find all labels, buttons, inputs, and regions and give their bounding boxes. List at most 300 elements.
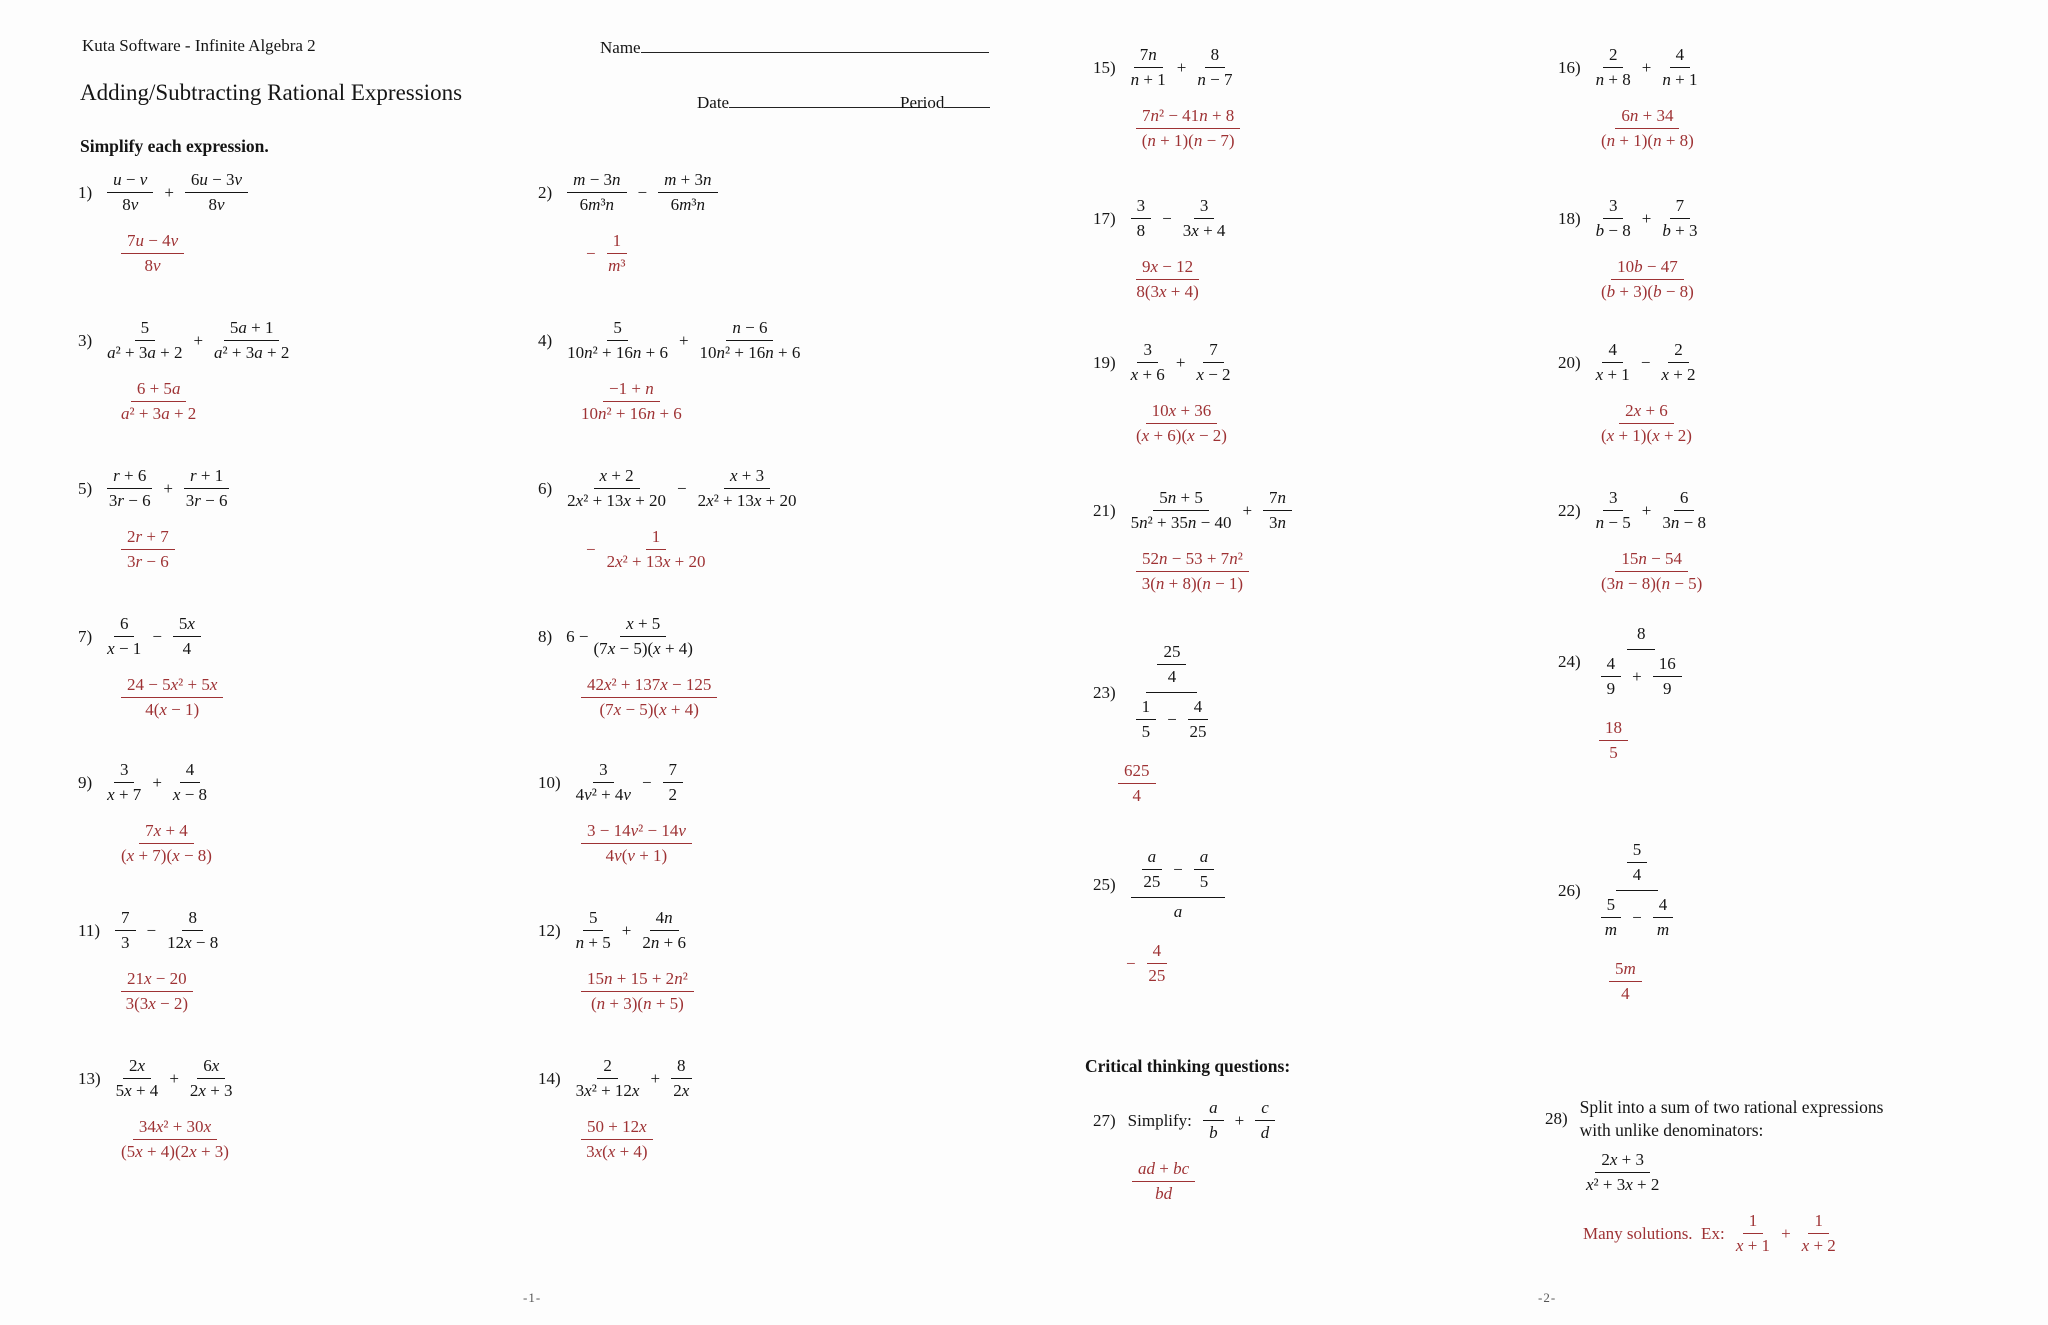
fraction-denominator: b − 8 bbox=[1595, 221, 1631, 240]
fraction-denominator: (3n − 8)(n − 5) bbox=[1601, 574, 1703, 593]
fraction-denominator: 3 bbox=[121, 933, 130, 952]
fraction-numerator: 3 bbox=[1137, 340, 1158, 363]
operator: − bbox=[641, 772, 652, 792]
fraction bbox=[576, 908, 611, 953]
fraction-denominator: (n + 3)(n + 5) bbox=[590, 994, 684, 1013]
problem-13-answer bbox=[118, 1117, 236, 1162]
fraction bbox=[121, 527, 175, 572]
fraction bbox=[1661, 340, 1695, 385]
fraction bbox=[173, 614, 201, 659]
fraction-denominator: m bbox=[1656, 920, 1670, 939]
fraction-denominator: 3x + 4 bbox=[1182, 221, 1226, 240]
fraction bbox=[1118, 761, 1156, 806]
problem-26 bbox=[1558, 838, 1681, 1004]
fraction-denominator bbox=[1596, 650, 1687, 702]
fraction bbox=[1662, 196, 1697, 241]
problem-3-answer bbox=[118, 379, 292, 424]
fraction-denominator: 5n² + 35n − 40 bbox=[1130, 513, 1232, 532]
fraction bbox=[1601, 549, 1702, 594]
prompt-line: with unlike denominators: bbox=[1579, 1120, 1764, 1141]
problem-8-number: 8) bbox=[538, 626, 553, 646]
operator: − bbox=[677, 478, 687, 498]
fraction-numerator: 3 bbox=[114, 760, 135, 783]
fraction-numerator: 3 bbox=[1603, 196, 1624, 219]
problem-7-answer bbox=[118, 675, 226, 720]
fraction-numerator: c bbox=[1255, 1098, 1275, 1121]
fraction-numerator bbox=[1131, 845, 1226, 898]
fraction-numerator: a bbox=[1142, 847, 1163, 870]
fraction-denominator: 4v(v + 1) bbox=[605, 846, 668, 865]
fraction-numerator: x + 3 bbox=[724, 466, 770, 489]
fraction bbox=[576, 1056, 640, 1101]
operator: + bbox=[1641, 208, 1652, 228]
fraction bbox=[581, 969, 694, 1014]
operator: + bbox=[1641, 500, 1652, 520]
fraction-denominator: 8 bbox=[1136, 221, 1146, 240]
fraction-denominator: m bbox=[1604, 920, 1618, 939]
problem-3-number: 3) bbox=[78, 330, 93, 350]
problem-9-number: 9) bbox=[78, 772, 93, 792]
problem-9-answer bbox=[118, 821, 215, 866]
fraction-denominator: 8v bbox=[144, 256, 161, 275]
fraction bbox=[1596, 622, 1687, 702]
prompt-line: Split into a sum of two rational expressions bbox=[1579, 1097, 1884, 1117]
fraction-denominator: (x + 7)(x − 8) bbox=[121, 846, 212, 865]
fraction-denominator bbox=[1596, 891, 1679, 943]
fraction-numerator: 15n − 54 bbox=[1615, 549, 1688, 572]
fraction bbox=[1662, 488, 1706, 533]
period-field bbox=[900, 93, 990, 113]
fraction-numerator: 9x − 12 bbox=[1136, 257, 1199, 280]
fraction bbox=[576, 760, 631, 805]
fraction-denominator: 8v bbox=[122, 195, 139, 214]
fraction bbox=[581, 379, 682, 424]
fraction bbox=[698, 466, 797, 511]
fraction-denominator: (x + 1)(x + 2) bbox=[1601, 426, 1692, 445]
fraction-numerator: 7u − 4v bbox=[121, 231, 184, 254]
problem-14-expression bbox=[538, 1056, 695, 1101]
fraction-numerator: 7 bbox=[663, 760, 684, 783]
fraction-numerator: 6n + 34 bbox=[1615, 106, 1679, 129]
operator: + bbox=[1234, 1110, 1245, 1130]
problem-28-expression bbox=[1545, 1096, 1883, 1142]
fraction-denominator: x + 1 bbox=[1735, 1236, 1771, 1256]
problem-14 bbox=[538, 1056, 695, 1162]
fraction bbox=[1132, 1159, 1195, 1204]
fraction bbox=[567, 318, 668, 363]
problem-4-answer bbox=[578, 379, 803, 424]
fraction bbox=[1136, 401, 1227, 446]
operator: + bbox=[1175, 352, 1186, 372]
fraction-denominator: x² + 3x + 2 bbox=[1586, 1175, 1660, 1195]
fraction bbox=[107, 760, 141, 805]
operator: − bbox=[1640, 352, 1651, 372]
text-label: Many solutions. Ex: bbox=[1583, 1223, 1729, 1243]
fraction-denominator: 9 bbox=[1606, 679, 1616, 698]
fraction-denominator: n − 7 bbox=[1197, 70, 1233, 89]
problem-28-prompt bbox=[1580, 1096, 1884, 1142]
fraction bbox=[116, 1056, 159, 1101]
fraction-denominator: n + 5 bbox=[575, 933, 611, 952]
fraction-denominator: 5x + 4 bbox=[115, 1081, 159, 1100]
page-1-number: -1- bbox=[523, 1290, 542, 1305]
problem-21-number: 21) bbox=[1093, 500, 1116, 520]
fraction-numerator: ad + bc bbox=[1132, 1159, 1195, 1182]
fraction bbox=[1183, 196, 1226, 241]
fraction-numerator: 2x + 3 bbox=[1595, 1150, 1650, 1173]
fraction-numerator: 4 bbox=[1602, 340, 1623, 363]
fraction-denominator: 4 bbox=[1132, 786, 1141, 805]
problem-19-expression bbox=[1093, 340, 1234, 385]
fraction-numerator: 5 bbox=[1601, 895, 1622, 918]
fraction-denominator: 2n + 6 bbox=[642, 933, 686, 952]
fraction-numerator: r + 6 bbox=[107, 466, 152, 489]
fraction-denominator: 2 bbox=[668, 785, 678, 804]
worksheet-header: Kuta Software - Infinite Algebra 2 bbox=[82, 36, 316, 55]
fraction-numerator: u − v bbox=[107, 170, 153, 193]
problem-24-number: 24) bbox=[1558, 652, 1581, 671]
fraction-numerator: a bbox=[1194, 847, 1215, 870]
fraction-denominator: 5 bbox=[1199, 872, 1209, 891]
problem-17-answer bbox=[1133, 257, 1228, 302]
fraction-numerator: 50 + 12x bbox=[581, 1117, 653, 1140]
fraction bbox=[1662, 45, 1697, 90]
fraction-numerator: a bbox=[1203, 1098, 1224, 1121]
fraction-denominator: (7x − 5)(x + 4) bbox=[593, 639, 693, 658]
problem-8-answer bbox=[578, 675, 720, 720]
problem-12-expression bbox=[538, 908, 697, 953]
problem-19 bbox=[1093, 340, 1234, 446]
fraction-numerator: 4 bbox=[1670, 45, 1691, 68]
fraction-denominator: n + 8 bbox=[1595, 70, 1631, 89]
fraction bbox=[1609, 959, 1642, 1004]
problem-12-number: 12) bbox=[538, 920, 561, 940]
problem-24-answer bbox=[1596, 718, 1690, 763]
problem-11-expression bbox=[78, 908, 221, 953]
problem-21-expression bbox=[1093, 488, 1295, 533]
problem-23-number: 23) bbox=[1093, 682, 1116, 702]
fraction-denominator: 8(3x + 4) bbox=[1136, 282, 1199, 301]
problem-20-expression bbox=[1558, 340, 1699, 385]
operator: − bbox=[586, 539, 596, 559]
problem-3-expression bbox=[78, 318, 292, 363]
fraction bbox=[663, 760, 684, 805]
fraction-numerator: 5x bbox=[173, 614, 201, 637]
fraction bbox=[1596, 340, 1630, 385]
problem-24-expression bbox=[1558, 622, 1690, 702]
fraction-denominator: 6m³n bbox=[670, 195, 706, 214]
fraction bbox=[1197, 45, 1232, 90]
fraction-numerator: 7 bbox=[1203, 340, 1224, 363]
fraction-numerator: 6x bbox=[197, 1056, 225, 1079]
fraction-numerator: m + 3n bbox=[658, 170, 717, 193]
fraction-denominator: 3x(x + 4) bbox=[586, 1142, 648, 1161]
fraction bbox=[1131, 845, 1226, 925]
fraction bbox=[107, 170, 153, 215]
problem-11 bbox=[78, 908, 221, 1014]
operator: + bbox=[621, 920, 632, 940]
fraction-numerator: 18 bbox=[1599, 718, 1628, 741]
problem-14-answer bbox=[578, 1117, 695, 1162]
fraction bbox=[190, 1056, 233, 1101]
period-blank-line bbox=[944, 94, 990, 108]
fraction-numerator: r + 1 bbox=[184, 466, 229, 489]
fraction-denominator: (x + 6)(x − 2) bbox=[1136, 426, 1227, 445]
problem-11-answer bbox=[118, 969, 221, 1014]
problem-16-number: 16) bbox=[1558, 57, 1581, 77]
operator: + bbox=[1632, 666, 1642, 686]
math-text: 8 bbox=[1636, 624, 1646, 643]
problem-4-expression bbox=[538, 318, 803, 363]
fraction bbox=[1263, 488, 1292, 533]
fraction-denominator: d bbox=[1260, 1123, 1270, 1142]
fraction bbox=[121, 675, 223, 720]
fraction bbox=[1601, 257, 1694, 302]
fraction bbox=[1601, 654, 1622, 699]
fraction-numerator: 3 bbox=[1603, 488, 1624, 511]
operator: − bbox=[637, 182, 648, 202]
problem-6 bbox=[538, 466, 800, 572]
fraction-denominator: (5x + 4)(2x + 3) bbox=[121, 1142, 229, 1161]
fraction-numerator: 8 bbox=[671, 1056, 692, 1079]
fraction bbox=[1136, 549, 1249, 594]
fraction bbox=[1196, 340, 1230, 385]
fraction bbox=[1627, 840, 1648, 885]
problem-18-expression bbox=[1558, 196, 1700, 241]
problem-23-answer bbox=[1115, 761, 1216, 806]
problem-19-number: 19) bbox=[1093, 352, 1116, 372]
problem-8-expression bbox=[538, 614, 720, 659]
problem-2-expression bbox=[538, 170, 721, 215]
fraction-denominator: 3x² + 12x bbox=[575, 1081, 640, 1100]
fraction-denominator: x + 7 bbox=[107, 785, 142, 804]
problem-20-number: 20) bbox=[1558, 352, 1581, 372]
fraction-denominator: x − 2 bbox=[1196, 365, 1231, 384]
problem-18-answer bbox=[1598, 257, 1700, 302]
instruction-text: Simplify each expression. bbox=[80, 136, 269, 156]
fraction-numerator: 7 bbox=[115, 908, 136, 931]
fraction-denominator: 2x² + 13x + 20 bbox=[567, 491, 667, 510]
fraction-numerator: 2 bbox=[597, 1056, 618, 1079]
fraction-numerator: 7n² − 41n + 8 bbox=[1136, 106, 1240, 129]
problem-1-expression bbox=[78, 170, 251, 215]
fraction bbox=[1157, 642, 1186, 687]
problem-2-number: 2) bbox=[538, 182, 553, 202]
fraction bbox=[581, 675, 717, 720]
fraction-denominator: 9 bbox=[1663, 679, 1672, 698]
problem-27-answer bbox=[1129, 1159, 1278, 1204]
fraction-numerator: x + 5 bbox=[620, 614, 666, 637]
fraction-numerator: 1 bbox=[1808, 1211, 1829, 1234]
fraction-denominator: 4v² + 4v bbox=[575, 785, 631, 804]
problem-19-answer bbox=[1133, 401, 1234, 446]
fraction-denominator: 2x² + 13x + 20 bbox=[697, 491, 797, 510]
fraction bbox=[607, 231, 628, 276]
operator: + bbox=[169, 1068, 179, 1088]
fraction-denominator: 4 bbox=[1621, 984, 1630, 1003]
problem-13-expression bbox=[78, 1056, 236, 1101]
problem-15-answer bbox=[1133, 106, 1243, 151]
date-blank-line bbox=[729, 94, 927, 108]
fraction-denominator: x + 1 bbox=[1595, 365, 1630, 384]
fraction-numerator: 5 bbox=[1627, 840, 1648, 863]
operator: − bbox=[152, 626, 162, 646]
fraction-numerator: 7n bbox=[1134, 45, 1163, 68]
fraction-numerator: 5 bbox=[583, 908, 604, 931]
fraction-numerator: 2x + 6 bbox=[1619, 401, 1674, 424]
fraction-numerator: n − 6 bbox=[726, 318, 773, 341]
fraction-denominator: 3n bbox=[1269, 513, 1287, 532]
problem-25 bbox=[1093, 845, 1228, 986]
fraction-denominator: x + 2 bbox=[1801, 1236, 1836, 1256]
problem-11-number: 11) bbox=[78, 920, 101, 940]
problem-27 bbox=[1093, 1098, 1278, 1204]
problem-1-number: 1) bbox=[78, 182, 93, 202]
fraction bbox=[107, 318, 182, 363]
problem-24 bbox=[1558, 622, 1690, 763]
fraction-numerator: 625 bbox=[1118, 761, 1156, 784]
fraction-denominator: 5 bbox=[1609, 743, 1618, 762]
fraction-numerator: x + 2 bbox=[594, 466, 640, 489]
fraction bbox=[1131, 196, 1152, 241]
operator: − bbox=[146, 920, 157, 940]
problem-14-number: 14) bbox=[538, 1068, 561, 1088]
problem-2-answer bbox=[578, 231, 721, 276]
fraction bbox=[1136, 257, 1199, 302]
critical-thinking-heading: Critical thinking questions: bbox=[1085, 1056, 1291, 1076]
fraction-numerator: 7x + 4 bbox=[139, 821, 194, 844]
fraction-denominator: n + 1 bbox=[1130, 70, 1166, 89]
problem-28 bbox=[1545, 1096, 1883, 1256]
fraction-denominator bbox=[1170, 898, 1187, 925]
fraction-denominator: 3(n + 8)(n − 1) bbox=[1141, 574, 1244, 593]
problem-17-expression bbox=[1093, 196, 1228, 241]
fraction-numerator: 1 bbox=[1136, 697, 1157, 720]
fraction bbox=[121, 821, 212, 866]
operator: − bbox=[586, 243, 596, 263]
fraction-numerator: 1 bbox=[607, 231, 628, 254]
problem-16-expression bbox=[1558, 45, 1700, 90]
fraction-numerator: 2 bbox=[1668, 340, 1689, 363]
fraction-numerator bbox=[1616, 838, 1659, 891]
operator: + bbox=[152, 772, 162, 792]
fraction bbox=[121, 231, 184, 276]
problem-12-answer bbox=[578, 969, 697, 1014]
fraction-numerator: 3 bbox=[1194, 196, 1215, 219]
fraction-numerator: 21x − 20 bbox=[121, 969, 193, 992]
fraction-numerator: 1 bbox=[1743, 1211, 1764, 1234]
problem-7-number: 7) bbox=[78, 626, 93, 646]
operator: + bbox=[650, 1068, 661, 1088]
fraction-numerator: 4 bbox=[1601, 654, 1622, 677]
fraction-denominator: 4(x − 1) bbox=[145, 700, 200, 719]
fraction-denominator: m³ bbox=[608, 256, 626, 275]
problem-17 bbox=[1093, 196, 1228, 302]
fraction-numerator: 8 bbox=[182, 908, 203, 931]
math-text: a bbox=[1173, 902, 1183, 921]
fraction-denominator: 4 bbox=[1167, 667, 1177, 686]
fraction-numerator: 5n + 5 bbox=[1153, 488, 1209, 511]
operator: − bbox=[1632, 907, 1642, 927]
fraction bbox=[1596, 45, 1631, 90]
fraction bbox=[1142, 847, 1163, 892]
fraction-numerator: 7n bbox=[1263, 488, 1292, 511]
operator: + bbox=[1242, 500, 1253, 520]
problem-6-expression bbox=[538, 466, 800, 511]
fraction-numerator: 5 bbox=[135, 318, 156, 341]
problem-4 bbox=[538, 318, 803, 424]
problem-10 bbox=[538, 760, 695, 866]
fraction-numerator: 7 bbox=[1670, 196, 1691, 219]
problem-7 bbox=[78, 614, 226, 720]
problem-7-expression bbox=[78, 614, 226, 659]
fraction-denominator: x − 1 bbox=[107, 639, 142, 658]
problem-4-number: 4) bbox=[538, 330, 553, 350]
problem-6-answer bbox=[578, 527, 800, 572]
name-label: Name bbox=[600, 38, 641, 57]
problem-5-number: 5) bbox=[78, 478, 93, 498]
fraction-denominator: x − 8 bbox=[172, 785, 208, 804]
fraction-numerator: 2x bbox=[123, 1056, 151, 1079]
fraction-denominator: 2x² + 13x + 20 bbox=[606, 552, 706, 571]
fraction-numerator: 15n + 15 + 2n² bbox=[581, 969, 694, 992]
fraction-denominator: 2x + 3 bbox=[189, 1081, 233, 1100]
fraction-numerator: 4n bbox=[650, 908, 679, 931]
text-label: Simplify: bbox=[1127, 1110, 1197, 1130]
problem-10-number: 10) bbox=[538, 772, 561, 792]
fraction bbox=[184, 466, 229, 511]
fraction-numerator bbox=[1627, 622, 1656, 650]
date-field bbox=[697, 93, 927, 113]
problem-20 bbox=[1558, 340, 1699, 446]
fraction bbox=[1653, 654, 1682, 699]
fraction bbox=[658, 170, 717, 215]
fraction bbox=[1596, 488, 1631, 533]
fraction bbox=[1136, 697, 1157, 742]
problem-5-expression bbox=[78, 466, 232, 511]
problem-17-number: 17) bbox=[1093, 208, 1116, 228]
fraction-denominator: 3r − 6 bbox=[108, 491, 151, 510]
fraction bbox=[1131, 45, 1166, 90]
fraction bbox=[1596, 196, 1631, 241]
fraction-denominator: 25 bbox=[1143, 872, 1161, 891]
math-text: 6 − bbox=[566, 626, 589, 646]
fraction bbox=[567, 170, 626, 215]
fraction-numerator: 24 − 5x² + 5x bbox=[121, 675, 223, 698]
problem-9 bbox=[78, 760, 215, 866]
problem-28-given-expression bbox=[1583, 1150, 1883, 1195]
problem-1 bbox=[78, 170, 251, 276]
fraction bbox=[1601, 895, 1622, 940]
fraction-denominator: n − 5 bbox=[1595, 513, 1631, 532]
fraction-denominator: 12x − 8 bbox=[167, 933, 219, 952]
fraction bbox=[1188, 697, 1209, 742]
problem-16-answer bbox=[1598, 106, 1700, 151]
problem-22-expression bbox=[1558, 488, 1709, 533]
fraction-denominator: (n + 1)(n − 7) bbox=[1141, 131, 1235, 150]
fraction-numerator: 4 bbox=[1653, 895, 1674, 918]
fraction-denominator: n + 1 bbox=[1662, 70, 1698, 89]
fraction bbox=[107, 614, 141, 659]
operator: − bbox=[1167, 709, 1177, 729]
fraction bbox=[1131, 488, 1232, 533]
operator: − bbox=[1126, 953, 1136, 973]
fraction bbox=[185, 170, 248, 215]
fraction-numerator: 8 bbox=[1205, 45, 1226, 68]
problem-15-expression bbox=[1093, 45, 1243, 90]
fraction bbox=[671, 1056, 692, 1101]
fraction-numerator: 2 bbox=[1603, 45, 1624, 68]
